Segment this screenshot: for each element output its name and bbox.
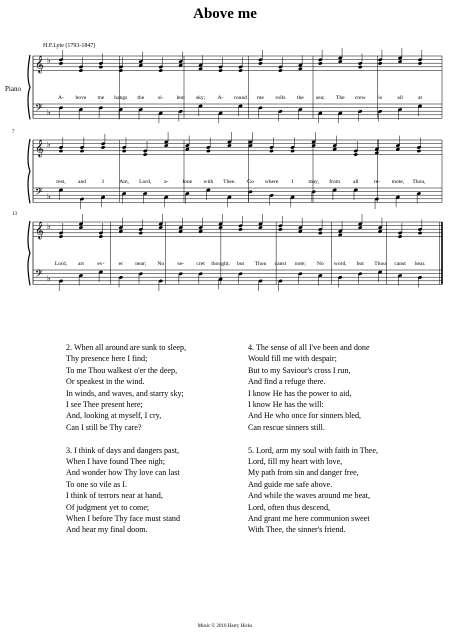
verse-line: And grant me here communion sweet bbox=[248, 514, 370, 524]
measure-number: 13 bbox=[12, 212, 17, 217]
verse-line: And hear my final doom. bbox=[66, 525, 148, 535]
lyric-syllable: I bbox=[102, 179, 105, 185]
footer-copyright: Music © 2016 Harry Hicks bbox=[197, 624, 253, 629]
lyric-syllable: cret bbox=[196, 261, 205, 267]
verse-line: To one so vile as I. bbox=[66, 479, 128, 489]
lyric-syllable: may, bbox=[308, 179, 319, 185]
lyric-syllable: re- bbox=[373, 179, 380, 185]
verse-line: Lord, fill my heart with love, bbox=[248, 457, 343, 467]
lyric-syllable: at bbox=[418, 95, 423, 101]
svg-text:𝄢: 𝄢 bbox=[35, 268, 43, 282]
verses-left-column bbox=[66, 342, 186, 547]
lyric-syllable: Thou bbox=[374, 261, 387, 267]
music-system bbox=[0, 130, 450, 216]
svg-text:𝄞: 𝄞 bbox=[35, 221, 44, 239]
svg-text:♭: ♭ bbox=[47, 56, 51, 65]
verse-line: Would fill me with despair; bbox=[248, 354, 337, 364]
verse-line: Can I still be Thy care? bbox=[66, 422, 142, 432]
verses-right-column bbox=[248, 342, 378, 547]
svg-text:♭: ♭ bbox=[47, 140, 51, 149]
svg-text:𝄞: 𝄞 bbox=[35, 55, 44, 73]
lyric-syllable: and bbox=[78, 179, 87, 185]
staff-notation bbox=[0, 52, 450, 132]
lyric-syllable: crew bbox=[354, 95, 366, 101]
svg-text:𝄢: 𝄢 bbox=[35, 186, 43, 200]
lyric-syllable: from bbox=[329, 179, 341, 185]
verse-line: To me Thou walkest o'er the deep, bbox=[66, 365, 178, 375]
lyric-syllable: bove bbox=[75, 95, 87, 101]
lyric-syllable: the bbox=[137, 95, 145, 101]
lyric-syllable: lone bbox=[182, 179, 193, 185]
lyric-syllable: hear. bbox=[414, 261, 426, 267]
svg-text:♭: ♭ bbox=[47, 222, 51, 231]
lyric-syllable: note; bbox=[294, 261, 306, 267]
verse-line: With Thee, the sinner's friend. bbox=[248, 525, 346, 535]
lyric-syllable: with bbox=[203, 179, 214, 185]
lyric-syllable: canst bbox=[274, 261, 287, 267]
instrument-label: Piano bbox=[5, 85, 21, 93]
lyric-syllable: sea; bbox=[315, 95, 325, 101]
lyric-syllable: No bbox=[316, 261, 324, 267]
lyric-syllable: er bbox=[118, 261, 124, 267]
verse-line: And, looking at myself, I cry, bbox=[66, 411, 162, 421]
lyric-syllable: ev- bbox=[97, 261, 105, 267]
verse-stanza bbox=[248, 445, 378, 536]
lyric-syllable: mote, bbox=[391, 179, 405, 185]
lyric-syllable: all bbox=[352, 179, 359, 185]
verse-line: And He who once for sinners bled, bbox=[248, 411, 362, 421]
lyric-syllable: No bbox=[157, 261, 165, 267]
lyric-syllable: Lord, bbox=[54, 261, 68, 267]
music-system bbox=[0, 52, 450, 132]
verse-line: 2. When all around are sunk to sleep, bbox=[66, 343, 187, 352]
verse-line: And guide me safe above. bbox=[248, 479, 333, 489]
lyric-syllable: hangs bbox=[114, 95, 128, 101]
lyric-syllable: I bbox=[291, 179, 294, 185]
verse-line: When I have found Thee nigh; bbox=[66, 457, 165, 467]
verse-line: 3. I think of days and dangers past, bbox=[66, 445, 180, 455]
lyric-syllable: word, bbox=[333, 261, 347, 267]
lyric-syllable: lent bbox=[176, 95, 185, 101]
lyric-syllable: rest, bbox=[56, 179, 66, 185]
staff-notation bbox=[0, 218, 450, 298]
verse-line: And wonder how Thy love can last bbox=[66, 468, 180, 478]
verse-line: 5. Lord, arm my soul with faith in Thee, bbox=[248, 445, 379, 455]
verse-line: Or speakest in the wind. bbox=[66, 377, 145, 387]
measure-number: 7 bbox=[12, 130, 15, 135]
lyric-syllable: se- bbox=[177, 261, 184, 267]
lyric-syllable: si- bbox=[157, 95, 164, 101]
lyric-syllable: a- bbox=[164, 179, 169, 185]
lyric-syllable: is bbox=[378, 95, 383, 101]
lyric-syllable: the bbox=[296, 95, 304, 101]
lyric-syllable: but bbox=[236, 261, 245, 267]
lyric-syllable: me bbox=[97, 95, 105, 101]
verse-line: My path from sin and danger free, bbox=[248, 468, 359, 478]
lyric-syllable: round bbox=[233, 95, 248, 101]
svg-text:♭: ♭ bbox=[47, 192, 51, 201]
lyric-syllable: Go bbox=[247, 179, 254, 185]
lyric-syllable: but bbox=[356, 261, 364, 267]
lyric-syllable: where bbox=[264, 179, 279, 185]
lyric-syllable: Thou bbox=[254, 261, 267, 267]
lyric-syllable: art bbox=[77, 261, 84, 267]
page-title: Above me bbox=[193, 6, 257, 22]
lyric-syllable: me bbox=[257, 95, 264, 101]
verse-line: Thy presence here I find; bbox=[66, 354, 148, 364]
lyric-syllable: A- bbox=[217, 95, 224, 101]
verse-line: And while the waves around me beat, bbox=[248, 491, 371, 501]
lyric-syllable: near; bbox=[135, 261, 147, 267]
lyric-syllable: Lord, bbox=[139, 179, 152, 185]
composer-credit: H.F.Lyte (1793-1847) bbox=[43, 43, 96, 49]
lyric-syllable: sky; bbox=[195, 95, 206, 101]
lyric-syllable: A- bbox=[58, 95, 64, 101]
verse-line: Lord, often thus descend, bbox=[248, 502, 331, 512]
lyric-syllable: rolls bbox=[275, 95, 286, 101]
lyric-syllable: all bbox=[397, 95, 403, 101]
lyric-syllable: The bbox=[335, 95, 345, 101]
verse-line: Can rescue sinners still. bbox=[248, 422, 325, 432]
lyric-syllable: Thou, bbox=[412, 179, 426, 185]
verse-line: I think of terrors near at hand, bbox=[66, 491, 163, 501]
verse-line: In winds, and waves, and starry sky; bbox=[66, 388, 184, 398]
lyric-syllable: Am, bbox=[119, 179, 130, 185]
svg-text:♭: ♭ bbox=[47, 108, 51, 117]
verse-line: I see Thee present here; bbox=[66, 400, 143, 410]
verse-line: And find a refuge there. bbox=[248, 377, 326, 387]
verse-stanza bbox=[66, 445, 186, 536]
svg-text:𝄞: 𝄞 bbox=[35, 139, 44, 157]
lyric-syllable: canst bbox=[394, 261, 406, 267]
lyric-syllable: Thee. bbox=[223, 179, 236, 185]
verse-line: I know He has the power to aid, bbox=[248, 388, 352, 398]
verse-line: 4. The sense of all I've been and done bbox=[248, 343, 370, 352]
verse-stanza bbox=[248, 342, 378, 433]
verse-line: I know He has the will: bbox=[248, 400, 324, 410]
verse-line: But to my Saviour's cross I run, bbox=[248, 365, 351, 375]
svg-text:𝄢: 𝄢 bbox=[35, 102, 43, 116]
lyric-syllable: thought, bbox=[211, 261, 230, 267]
music-system bbox=[0, 212, 450, 298]
verse-line: When I before Thy face must stand bbox=[66, 514, 181, 524]
svg-text:♭: ♭ bbox=[47, 274, 51, 283]
verse-stanza bbox=[66, 342, 186, 433]
verse-line: Of judgment yet to come; bbox=[66, 502, 150, 512]
staff-notation bbox=[0, 136, 450, 216]
